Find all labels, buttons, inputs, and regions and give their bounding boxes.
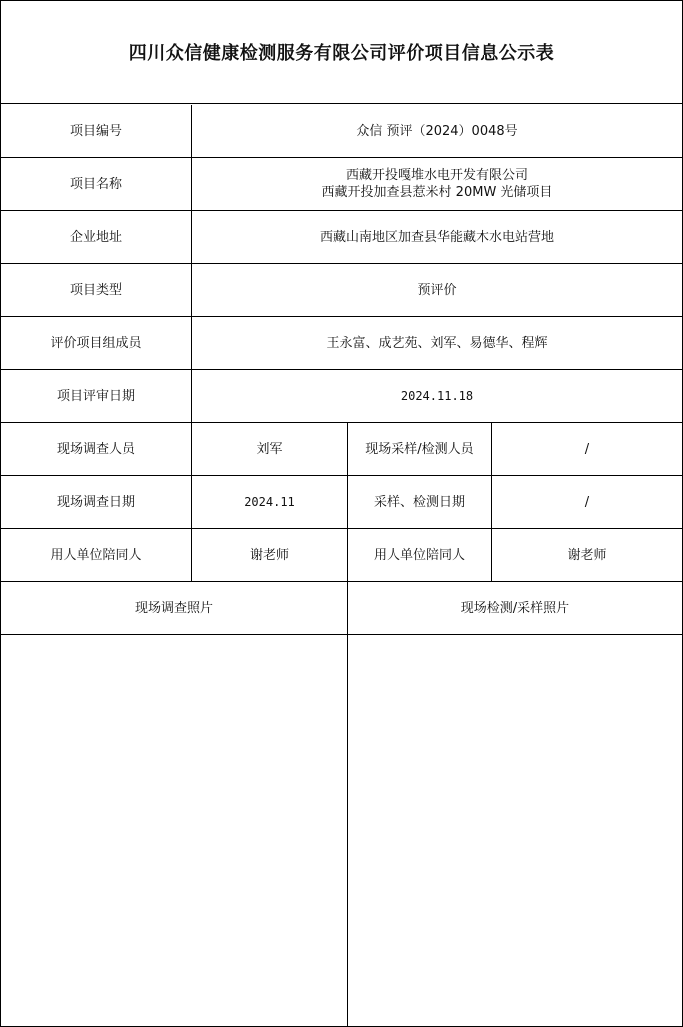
label-escort: 用人单位陪同人	[1, 529, 192, 582]
label-project-name: 项目名称	[1, 158, 192, 211]
value-members: 王永富、成艺苑、刘军、易德华、程辉	[192, 317, 682, 370]
sampling-photos-header: 现场检测/采样照片	[348, 582, 682, 635]
value-escort: 谢老师	[192, 529, 348, 582]
label-address: 企业地址	[1, 211, 192, 264]
label-survey-staff: 现场调查人员	[1, 423, 192, 476]
sampling-photos-area	[348, 635, 682, 1026]
value-review-date: 2024.11.18	[192, 370, 682, 423]
label-sampling-date: 采样、检测日期	[348, 476, 492, 529]
label-project-no: 项目编号	[1, 105, 192, 158]
label-escort-2: 用人单位陪同人	[348, 529, 492, 582]
value-project-name	[192, 158, 682, 211]
value-sampling-staff: /	[492, 423, 682, 476]
value-escort-2: 谢老师	[492, 529, 682, 582]
label-members: 评价项目组成员	[1, 317, 192, 370]
value-project-no: 众信 预评（2024）0048号	[192, 105, 682, 158]
value-survey-date: 2024.11	[192, 476, 348, 529]
value-address: 西藏山南地区加查县华能藏木水电站营地	[192, 211, 682, 264]
page-title: 四川众信健康检测服务有限公司评价项目信息公示表	[1, 1, 682, 104]
value-survey-staff: 刘军	[192, 423, 348, 476]
project-name-line2: 西藏开投加查县惹米村 20MW 光储项目	[321, 185, 553, 200]
survey-photos-area	[1, 635, 348, 1026]
label-review-date: 项目评审日期	[1, 370, 192, 423]
project-name-line1: 西藏开投嘎堆水电开发有限公司	[345, 168, 528, 183]
value-project-type: 预评价	[192, 264, 682, 317]
label-survey-date: 现场调查日期	[1, 476, 192, 529]
survey-photos-header: 现场调查照片	[1, 582, 348, 635]
value-sampling-date: /	[492, 476, 682, 529]
label-sampling-staff: 现场采样/检测人员	[348, 423, 492, 476]
label-project-type: 项目类型	[1, 264, 192, 317]
